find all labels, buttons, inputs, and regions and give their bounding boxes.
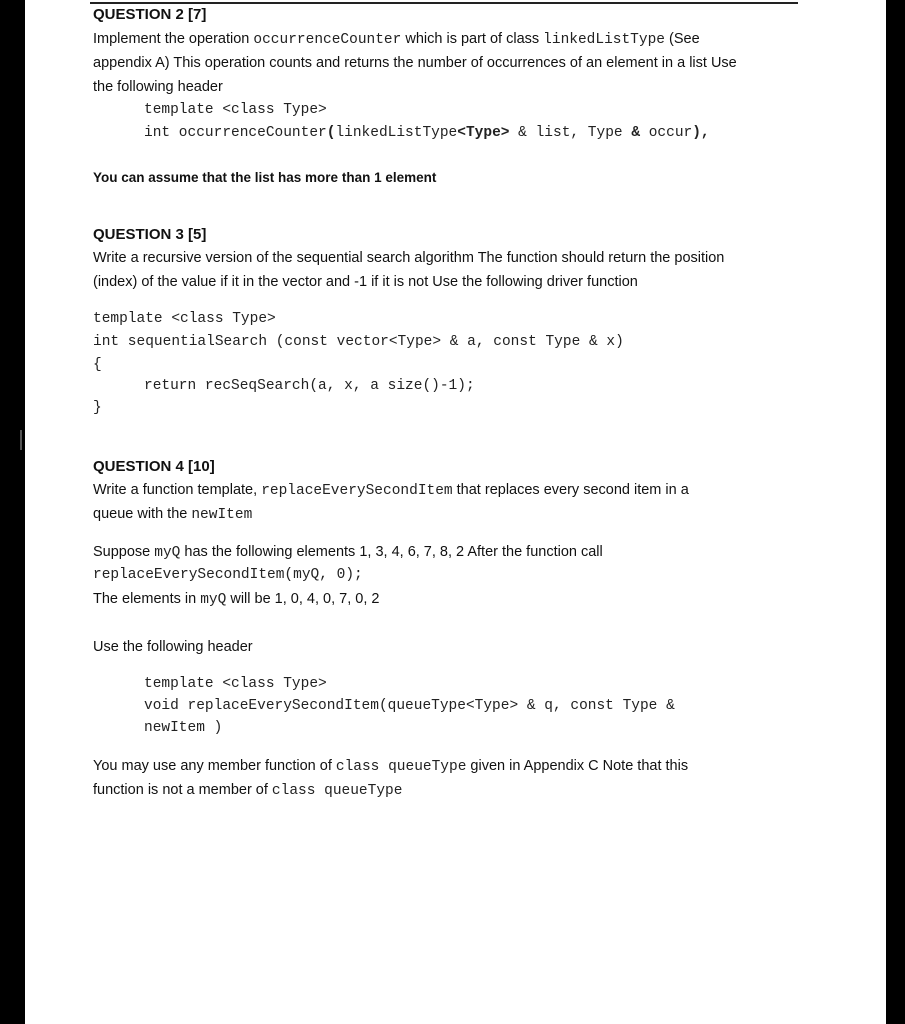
q3-code-open-brace: { xyxy=(93,357,102,373)
q3-code-return-line: return recSeqSearch(a, x, a size()-1); xyxy=(144,378,475,394)
q2-text: (See xyxy=(665,31,700,47)
q2-code-header-line xyxy=(144,125,710,141)
q3-code-template-line: template <class Type> xyxy=(93,311,276,327)
q4-code-signature-line: void replaceEverySecondItem(queueType<Type> & q, const Type & xyxy=(144,698,675,714)
q4-code-signature-cont: newItem ) xyxy=(144,720,223,736)
q4-heading: QUESTION 4 [10] xyxy=(93,458,215,475)
q2-text: Implement the operation xyxy=(93,31,254,47)
q2-code-part: & xyxy=(509,125,536,141)
q3-paragraph-line-1: Write a recursive version of the sequential search algorithm The function should return the position xyxy=(93,250,725,266)
q2-paragraph-line-1 xyxy=(93,31,700,48)
q2-code-part: ( xyxy=(326,125,336,141)
q2-text: which is part of class xyxy=(401,31,544,47)
q4-text: queue with the xyxy=(93,506,192,522)
q2-heading: QUESTION 2 [7] xyxy=(93,6,207,23)
q4-text: You may use any member function of xyxy=(93,758,336,774)
q2-code-part: occur xyxy=(640,125,693,141)
q4-text: given in Appendix C Note that this xyxy=(466,758,689,774)
q2-assumption-note: You can assume that the list has more than 1 element xyxy=(93,170,437,185)
q2-code-part: ), xyxy=(692,125,710,141)
q4-code-myQ: myQ xyxy=(200,592,227,608)
q4-code-class-queueType: class queueType xyxy=(271,783,403,799)
q2-code-part: list, Type xyxy=(535,125,632,141)
q4-text: Suppose xyxy=(93,544,155,560)
q2-code-template-line: template <class Type> xyxy=(144,102,327,118)
q4-code-function-name: replaceEverySecondItem xyxy=(261,483,453,499)
q3-paragraph-line-2: (index) of the value if it in the vector and -1 if it is not Use the following driver function xyxy=(93,274,638,290)
q4-note-line-1 xyxy=(93,758,688,775)
q2-paragraph-line-3: the following header xyxy=(93,79,223,95)
q4-note-line-2 xyxy=(93,782,402,799)
q2-code-occurrenceCounter: occurrenceCounter xyxy=(253,32,402,48)
q3-code-signature-line: int sequentialSearch (const vector<Type> & a, const Type & x) xyxy=(93,334,624,350)
q4-text: will be 1, 0, 4, 0, 7, 0, 2 xyxy=(226,591,380,607)
q4-code-newItem: newItem xyxy=(191,507,253,523)
left-edge-mark xyxy=(20,430,22,450)
q2-code-part: linkedListType xyxy=(335,125,458,141)
document-page xyxy=(25,0,886,1024)
q4-text: function is not a member of xyxy=(93,782,272,798)
q4-example-call: replaceEverySecondItem(myQ, 0); xyxy=(93,567,363,583)
q4-code-myQ: myQ xyxy=(154,545,181,561)
q4-code-class-queueType: class queueType xyxy=(335,759,467,775)
q3-code-close-brace: } xyxy=(93,400,102,416)
q4-text: that replaces every second item in a xyxy=(452,482,689,498)
q4-text: Write a function template, xyxy=(93,482,262,498)
q2-code-linkedListType: linkedListType xyxy=(543,32,665,48)
q2-code-part: int occurrenceCounter xyxy=(144,125,327,141)
q2-paragraph-line-2: appendix A) This operation counts and returns the number of occurrences of an element in a list Use xyxy=(93,55,737,71)
q4-example-line-1 xyxy=(93,544,603,561)
q4-paragraph-line-1 xyxy=(93,482,689,499)
q4-text: The elements in xyxy=(93,591,201,607)
q4-code-template-line: template <class Type> xyxy=(144,676,327,692)
q4-example-result xyxy=(93,591,379,608)
q4-header-intro: Use the following header xyxy=(93,639,253,655)
q4-text: has the following elements 1, 3, 4, 6, 7, 8, 2 After the function call xyxy=(180,544,603,560)
top-rule xyxy=(90,2,798,4)
q4-paragraph-line-2 xyxy=(93,506,252,523)
q2-code-part: & xyxy=(631,125,641,141)
q3-heading: QUESTION 3 [5] xyxy=(93,226,207,243)
q2-code-part: <Type> xyxy=(457,125,510,141)
